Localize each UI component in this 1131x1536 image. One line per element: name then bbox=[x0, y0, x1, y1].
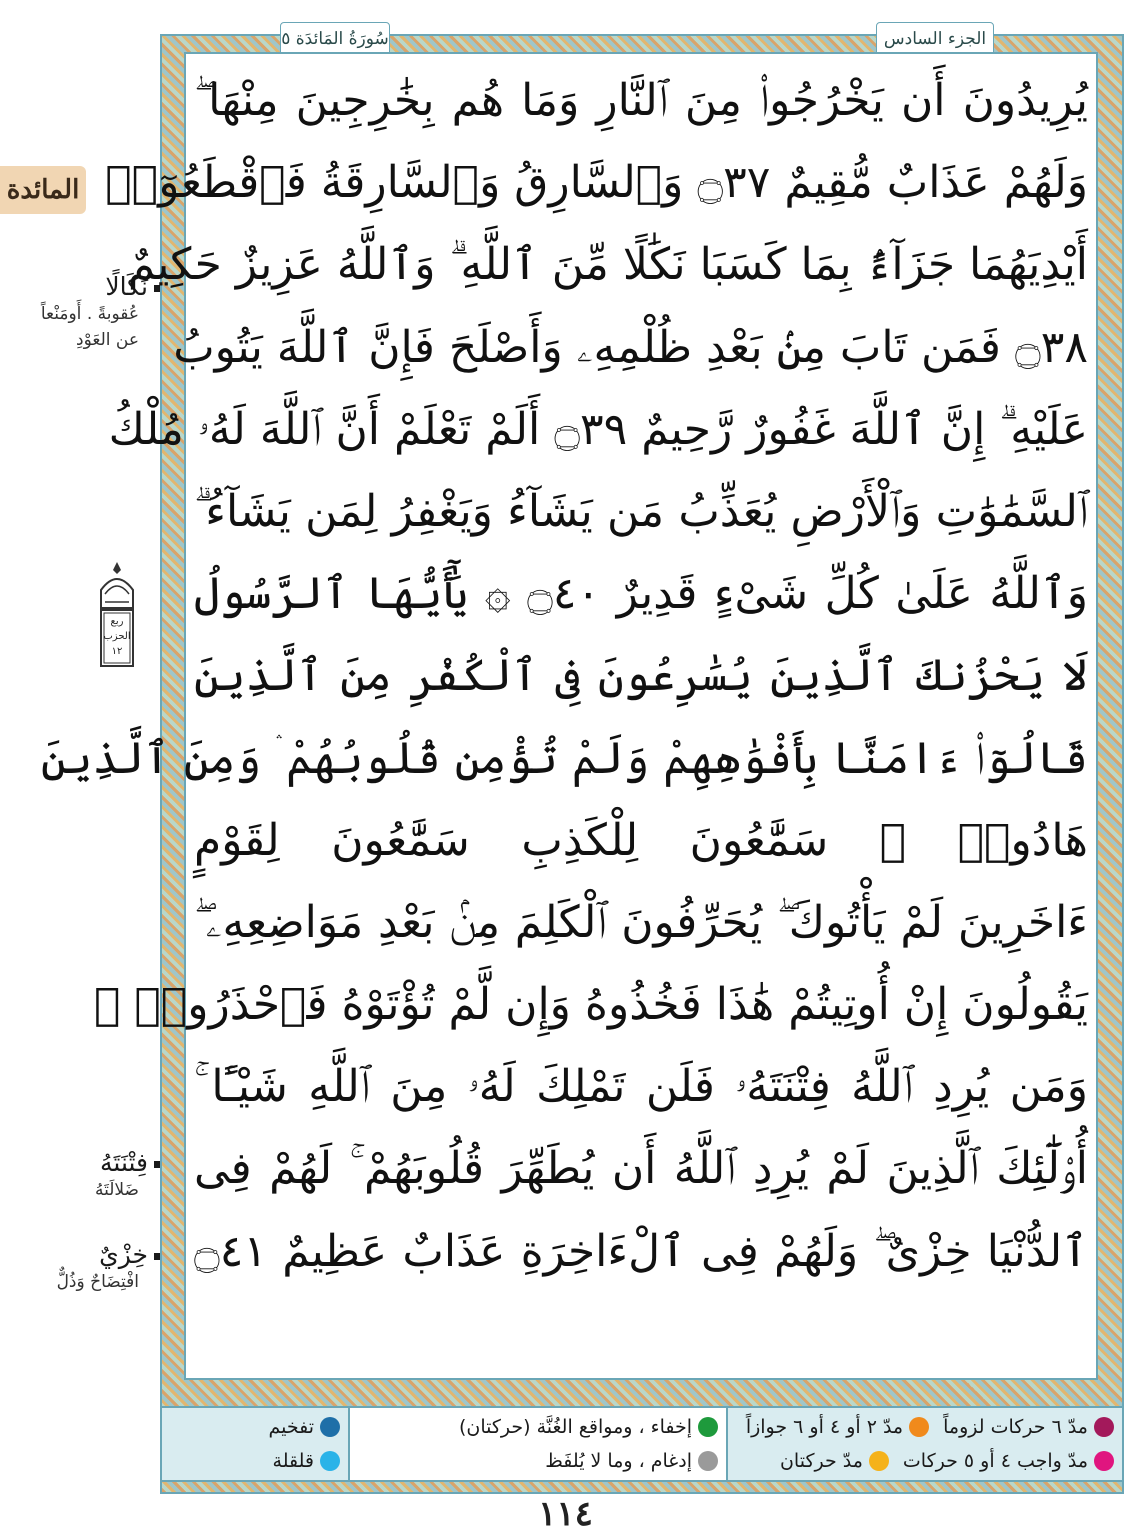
verse-line: ٱلدُّنْيَا خِزْىٌ ۖ وَلَهُمْ فِى ٱلْءَاخِرَةِ عَذَابٌ عَظِيمٌ ۝٤١ bbox=[194, 1225, 1088, 1277]
verse-line: لَا يَحْزُنكَ ٱلَّذِينَ يُسَٰرِعُونَ فِى ٱلْكُفْرِ مِنَ ٱلَّذِينَ bbox=[194, 650, 1088, 702]
color-dot-icon bbox=[320, 1417, 340, 1437]
surah-header-label: سُورَةُ المَائدَة ٥ bbox=[280, 22, 390, 56]
legend-tafkheem-column bbox=[162, 1408, 348, 1480]
legend-item: إخفاء ، ومواقع الغُنَّة (حركتان) bbox=[459, 1416, 718, 1438]
gloss-word: نَكَالًا bbox=[0, 272, 165, 301]
color-dot-icon bbox=[1094, 1417, 1114, 1437]
verse-line: يُرِيدُونَ أَن يَخْرُجُوا۟ مِنَ ٱلنَّارِ وَمَا هُم بِخَٰرِجِينَ مِنْهَا ۖ bbox=[194, 75, 1088, 126]
hizb-number: ١٢ bbox=[111, 646, 123, 657]
verse-line: أُو۟لَٰٓئِكَ ٱلَّذِينَ لَمْ يُرِدِ ٱللَّهُ أَن يُطَهِّرَ قُلُوبَهُمْ ۚ لَهُمْ فِى bbox=[194, 1143, 1088, 1195]
legend-item: مدّ حركتان bbox=[780, 1450, 889, 1472]
verse-line: وَٱللَّهُ عَلَىٰ كُلِّ شَىْءٍ قَدِيرٌ ۝٤٠ ۞ يَٰٓأَيُّهَا ٱلرَّسُولُ bbox=[194, 568, 1088, 620]
color-dot-icon bbox=[869, 1451, 889, 1471]
juz-header-label: الجزء السادس bbox=[876, 22, 994, 56]
legend-item: مدّ ٢ أو ٤ أو ٦ جوازاً bbox=[746, 1416, 929, 1438]
legend-item: تفخيم bbox=[268, 1416, 340, 1438]
page-number: ١١٤ bbox=[538, 1494, 593, 1534]
verse-line: وَمَن يُرِدِ ٱللَّهُ فِتْنَتَهُۥ فَلَن تَمْلِكَ لَهُۥ مِنَ ٱللَّهِ شَيْـًٔا ۚ bbox=[194, 1061, 1088, 1113]
verse-line: يَقُولُونَ إِنْ أُوتِيتُمْ هَٰذَا فَخُذُوهُ وَإِن لَّمْ تُؤْتَوْهُ فَٱحْذَرُوا۟ ۚ bbox=[94, 979, 1088, 1031]
verse-line: ۝٣٨ فَمَن تَابَ مِنۢ بَعْدِ ظُلْمِهِۦ وَأَصْلَحَ فَإِنَّ ٱللَّهَ يَتُوبُ bbox=[173, 321, 1088, 373]
gloss-meaning: افْتِضَاحٌ وَذُلٌّ bbox=[56, 1272, 139, 1292]
verse-line: قَالُوٓا۟ ءَامَنَّا بِأَفْوَٰهِهِمْ وَلَمْ تُؤْمِن قُلُوبُهُمْ ۛ وَمِنَ ٱلَّذِينَ bbox=[40, 732, 1088, 784]
verse-line: عَلَيْهِ ۗ إِنَّ ٱللَّهَ غَفُورٌ رَّحِيمٌ ۝٣٩ أَلَمْ تَعْلَمْ أَنَّ ٱللَّهَ لَهُۥ مُلْكُ bbox=[108, 403, 1088, 455]
gloss-khizy bbox=[0, 1240, 165, 1295]
legend-item: قلقلة bbox=[273, 1450, 340, 1472]
color-dot-icon bbox=[909, 1417, 929, 1437]
gloss-word: خِزْيٌ bbox=[0, 1240, 165, 1269]
gloss-meaning: ضَلالَتَهُ bbox=[94, 1180, 139, 1200]
verse-line: هَادُوا۟ ۛ سَمَّٰعُونَ لِلْكَذِبِ سَمَّٰعُونَ لِقَوْمٍ bbox=[194, 814, 1088, 866]
verse-line: ٱلسَّمَٰوَٰتِ وَٱلْأَرْضِ يُعَذِّبُ مَن يَشَآءُ وَيَغْفِرُ لِمَن يَشَآءُ ۗ bbox=[194, 485, 1088, 537]
color-dot-icon bbox=[698, 1417, 718, 1437]
color-dot-icon bbox=[320, 1451, 340, 1471]
color-dot-icon bbox=[698, 1451, 718, 1471]
tajweed-legend bbox=[160, 1406, 1124, 1482]
hizb-quarter-icon bbox=[95, 560, 139, 670]
hizb-label: الحزب bbox=[103, 631, 131, 642]
legend-item: مدّ ٦ حركات لزوماً bbox=[943, 1416, 1114, 1438]
legend-item: مدّ واجب ٤ أو ٥ حركات bbox=[903, 1450, 1114, 1472]
hizb-label-quarter: ربع bbox=[110, 616, 124, 627]
verse-line: أَيْدِيَهُمَا جَزَآءًۢ بِمَا كَسَبَا نَكَٰلًا مِّنَ ٱللَّهِ ۗ وَٱللَّهُ عَزِيزٌ حَكِيمٌ bbox=[127, 239, 1088, 291]
gloss-meaning: عن العَوْدِ bbox=[76, 330, 139, 350]
gloss-word: فِتْنَتَهُ bbox=[0, 1148, 165, 1177]
verse-line: ءَاخَرِينَ لَمْ يَأْتُوكَ ۖ يُحَرِّفُونَ ٱلْكَلِمَ مِنۢ بَعْدِ مَوَاضِعِهِۦ ۖ bbox=[194, 896, 1088, 948]
legend-ghunna-column bbox=[348, 1408, 728, 1480]
legend-item: إدغام ، وما لا يُلفَظ bbox=[545, 1450, 718, 1472]
color-dot-icon bbox=[1094, 1451, 1114, 1471]
surah-side-tab: المائدة bbox=[0, 166, 86, 214]
gloss-meaning: عُقوبةً . أَومَنْعاً bbox=[40, 304, 139, 324]
legend-madd-column bbox=[728, 1408, 1122, 1480]
verse-line: وَلَهُمْ عَذَابٌ مُّقِيمٌ ۝٣٧ وَٱلسَّارِقُ وَٱلسَّارِقَةُ فَٱقْطَعُوٓا۟ bbox=[105, 157, 1088, 209]
gloss-fitnatahu bbox=[0, 1148, 165, 1203]
